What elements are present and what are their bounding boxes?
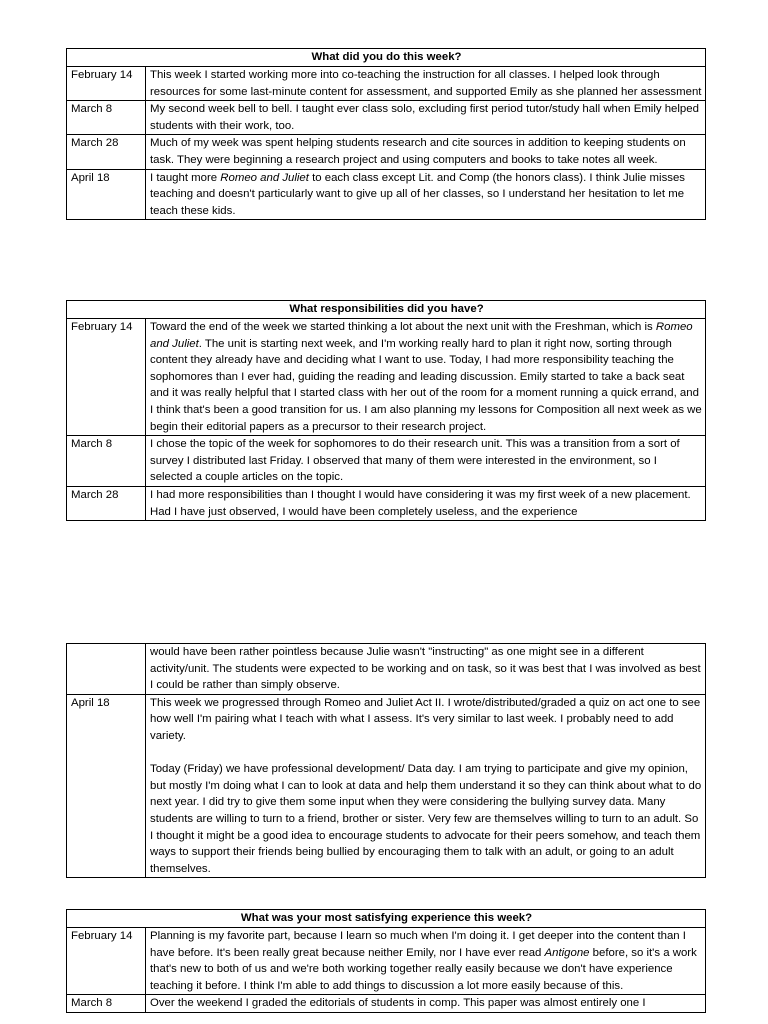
date-cell: February 14: [67, 67, 146, 101]
date-cell: [67, 644, 146, 695]
table-row: [67, 135, 706, 169]
entry-paragraph: I chose the topic of the week for sophomores to do their research unit. This was a transition from a sort of survey I distributed last Friday. I observed that many of them were interested in the environment, so I selected a couple articles on the topic.: [150, 438, 680, 484]
entry-cell: [146, 644, 706, 695]
entry-paragraph: My second week bell to bell. I taught ever class solo, excluding first period tutor/study hall when Emily helped students with their work, too.: [150, 103, 699, 132]
entry-cell: [146, 169, 706, 220]
table-row: [67, 644, 706, 695]
table-header: What did you do this week?: [67, 49, 706, 67]
date-cell: March 28: [67, 135, 146, 169]
entry-text: Planning is my favorite part, because I learn so much when I'm doing it. I get deeper into the content than I have before. It's been really great because neither Emily, nor I have ever read: [150, 930, 686, 959]
weekly-activities-table: [66, 48, 706, 220]
entry-paragraph: [150, 928, 702, 994]
date-cell: February 14: [67, 319, 146, 436]
entry-paragraph: I had more responsibilities than I thought I would have considering it was my first week of a new placement. Had I have just observed, I would have been completely useless, and the experience: [150, 488, 691, 518]
date-cell: March 8: [67, 436, 146, 487]
table-row: [67, 995, 706, 1013]
entry-cell: [146, 319, 706, 436]
book-title: Romeo and Juliet: [220, 171, 309, 184]
responsibilities-table: [66, 300, 706, 521]
date-cell: March 28: [67, 486, 146, 520]
entry-text: before, so it's a work that's new to both of us and we're both working together really easily because we don't have experience teaching it before. I think I'm able to add things to discussion a lot more easily because of this.: [150, 946, 697, 992]
entry-paragraph: Much of my week was spent helping students research and cite sources in addition to keeping students on task. They were beginning a research project and using computers and books to take notes all week.: [150, 137, 686, 166]
date-cell: February 14: [67, 928, 146, 995]
table-row: [67, 928, 706, 995]
entry-cell: [146, 436, 706, 487]
table-row: [67, 486, 706, 520]
entry-paragraph: would have been rather pointless because Julie wasn't "instructing" as one might see in a different activity/unit. The students were expected to be working and on task, so it was best that I was involved as best I could be rather than simply observe.: [150, 646, 701, 692]
table-row: [67, 169, 706, 220]
date-cell: March 8: [67, 101, 146, 135]
entry-cell: [146, 694, 706, 878]
date-cell: March 8: [67, 995, 146, 1013]
entry-paragraph: Over the weekend I graded the editorials of students in comp. This paper was almost entirely one I: [150, 997, 646, 1010]
entry-cell: [146, 928, 706, 995]
entry-paragraph: This week we progressed through Romeo and Juliet Act II. I wrote/distributed/graded a quiz on act one to see how well I'm pairing what I teach with what I assess. It's very similar to last week. I probably need to add variety.: [150, 696, 701, 742]
entry-cell: [146, 135, 706, 169]
table-row: [67, 67, 706, 101]
book-title: Antigone: [544, 946, 590, 959]
entry-paragraph: [150, 319, 702, 435]
date-cell: April 18: [67, 169, 146, 220]
table-row: [67, 694, 706, 878]
table-row: [67, 101, 706, 135]
satisfying-experience-table: [66, 909, 706, 1013]
entry-cell: [146, 486, 706, 520]
responsibilities-table-continued: [66, 643, 706, 878]
entry-text: to each class except Lit. and Comp (the honors class). I think Julie misses teaching and doesn't particularly want to give up all of her classes, so I understand her hesitation to let me teach these kids.: [150, 171, 685, 217]
book-title: Romeo and Juliet: [150, 321, 693, 350]
table-row: [67, 319, 706, 436]
entry-text: Toward the end of the week we started thinking a lot about the next unit with the Freshman, which is: [150, 321, 656, 333]
table-header: What responsibilities did you have?: [67, 301, 706, 319]
table-header: What was your most satisfying experience this week?: [67, 910, 706, 928]
entry-paragraph: [150, 170, 702, 220]
entry-cell: [146, 995, 706, 1013]
entry-cell: [146, 67, 706, 101]
entry-paragraph: Today (Friday) we have professional development/ Data day. I am trying to participate and give my opinion, but mostly I'm doing what I can to look at data and help them understand it so they can think about what to do next year. I did try to give them some input when they were considering the bullying survey data. Many students are willing to turn to a friend, brother or sister. Very few are themselves willing to turn to an adult. So I thought it might be a good idea to encourage students to advocate for their peers somehow, and teach them ways to support their friends being bullied by encouraging them to talk with an adult, or going to an adult themselves.: [150, 763, 702, 875]
entry-cell: [146, 101, 706, 135]
entry-paragraph: This week I started working more into co-teaching the instruction for all classes. I helped look through resources for some last-minute content for assessment, and supported Emily as she planned her assessment: [150, 69, 702, 98]
date-cell: April 18: [67, 694, 146, 878]
entry-text: I taught more: [150, 171, 221, 184]
entry-text: . The unit is starting next week, and I'm working really hard to plan it right now, sorting through content they already have and deciding what I want to use. Today, I had more responsibility teaching the sophomores than I ever had, guiding the reading and leading discussion. Emily started to take a back seat and it was really helpful that I started class with her out of the room for a moment running a quick errand, and I think that's been a good transition for us. I am also planning my lessons for Composition all next week as we begin their editorial papers as a precursor to their research project.: [150, 337, 702, 433]
table-row: [67, 436, 706, 487]
